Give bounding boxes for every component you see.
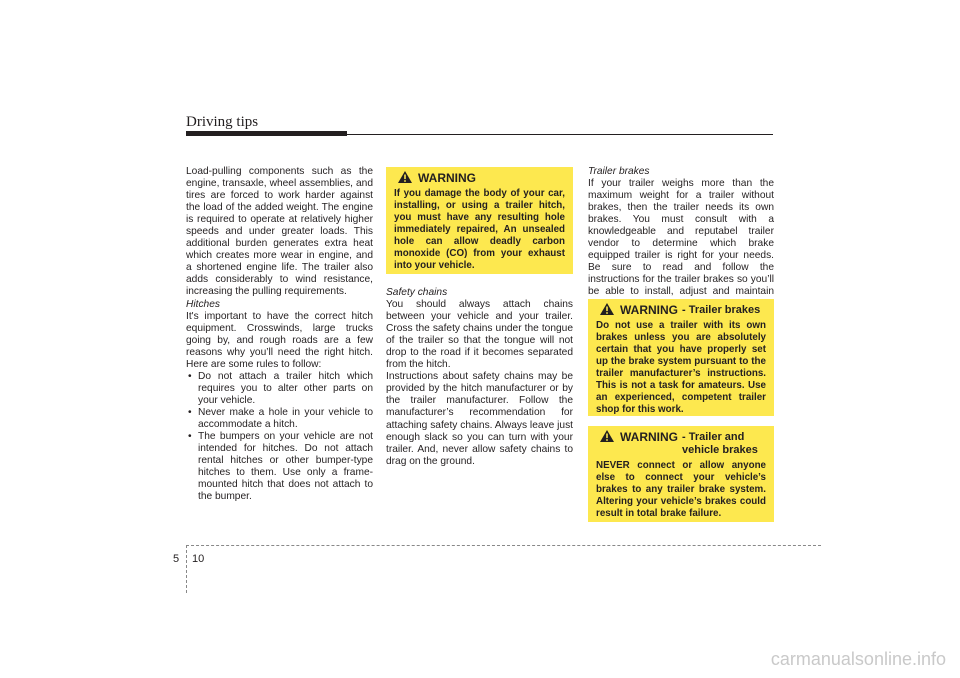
warning-triangle-icon — [600, 430, 614, 442]
warning-text: Do not use a trailer with its own brakes unless you are absolutely certain that you have properly set up the brake system pursuant to the trailer manufacturer’s instructions. This is not a task for amateurs. Use an experienced, competent trailer shop for this work. — [596, 320, 766, 415]
intro-paragraph: Load-pulling components such as the engine, transaxle, wheel assemblies, and tires are forced to work harder against the load of the added weight. The engine is required to operate at relatively higher speeds and under greater loads. This additional burden generates extra heat which creates more wear in engine, and a shortened engine life. The trailer also adds considerably to wind resistance, increasing the pulling requirements. — [186, 166, 373, 298]
warning-label: WARNING — [620, 430, 678, 444]
list-item: • The bumpers on your vehicle are not intended for hitches. Do not attach rental hitches or other bumper-type hitches to them. Use only a frame-mounted hitch that does not attach to the bumper. — [186, 431, 373, 503]
warning-header — [596, 431, 766, 457]
warning-header — [596, 304, 766, 317]
left-column — [186, 166, 373, 503]
chapter-number: 5 — [173, 553, 180, 565]
section-title: Driving tips — [186, 114, 259, 130]
warning-triangle-icon — [600, 303, 614, 315]
hitches-paragraph: It's important to have the correct hitch equipment. Crosswinds, large trucks going by, and rough roads are a few reasons why you’ll need the right hitch. Here are some rules to follow: — [186, 310, 373, 370]
warning-box-hitch — [386, 167, 573, 274]
warning-box-trailer-brakes — [588, 299, 774, 416]
hitches-heading: Hitches — [186, 298, 220, 310]
header-bar — [186, 131, 347, 136]
footer-divider — [186, 545, 187, 593]
safety-chains-heading: Safety chains — [386, 287, 448, 298]
middle-column — [386, 287, 573, 468]
safety-chains-paragraph-2: Instructions about safety chains may be provided by the hitch manufacturer or by the trailer manufacturer. Follow the manufacturer’s recommendation for attaching safety chains. Always leave just enough slack so you can turn with your trailer. And, never allow safety chains to drag on the ground. — [386, 371, 573, 467]
footer-rule — [186, 545, 821, 546]
warning-label: WARNING — [418, 171, 476, 185]
warning-header — [394, 172, 565, 185]
hitch-rules-list — [186, 371, 373, 504]
list-item: • Do not attach a trailer hitch which requires you to alter other parts on your vehicle. — [186, 371, 373, 407]
watermark: carmanualsonline.info — [770, 649, 946, 669]
warning-text: NEVER connect or allow anyone else to connect your vehicle’s brakes to any trailer brake system. Altering your vehicle’s brakes could result in total brake failure. — [596, 460, 766, 519]
trailer-brakes-paragraph: If your trailer weighs more than the maximum weight for a trailer without brakes, then the trailer needs its own brakes. You must consult with a knowledgeable and reputabel trailer vendor to determine which brake equipped trailer is right for your needs. Be sure to read and follow the instructions for the trailer brakes so you’ll be able to install, adjust and maintain — [588, 178, 774, 298]
warning-triangle-icon — [398, 171, 412, 183]
right-column — [588, 166, 774, 311]
header-rule — [347, 134, 773, 135]
warning-text: If you damage the body of your car, installing, or using a trailer hitch, you must have any resulting hole immediately repaired, An unsealed hole can allow deadly carbon monoxide (CO) from your exhaust into your vehicle. — [394, 188, 565, 271]
warning-subtitle: - Trailer brakes — [682, 304, 761, 316]
page-number: 10 — [192, 553, 205, 565]
warning-box-vehicle-brakes — [588, 426, 774, 522]
list-item: • Never make a hole in your vehicle to accommodate a hitch. — [186, 407, 373, 431]
safety-chains-paragraph-1: You should always attach chains between your vehicle and your trailer. Cross the safety chains under the tongue of the trailer so that the tongue will not drop to the road if it becomes separated from the hitch. — [386, 299, 573, 371]
warning-subtitle: - Trailer and vehicle brakes — [682, 431, 758, 456]
trailer-brakes-heading: Trailer brakes — [588, 166, 650, 177]
warning-label: WARNING — [620, 303, 678, 317]
